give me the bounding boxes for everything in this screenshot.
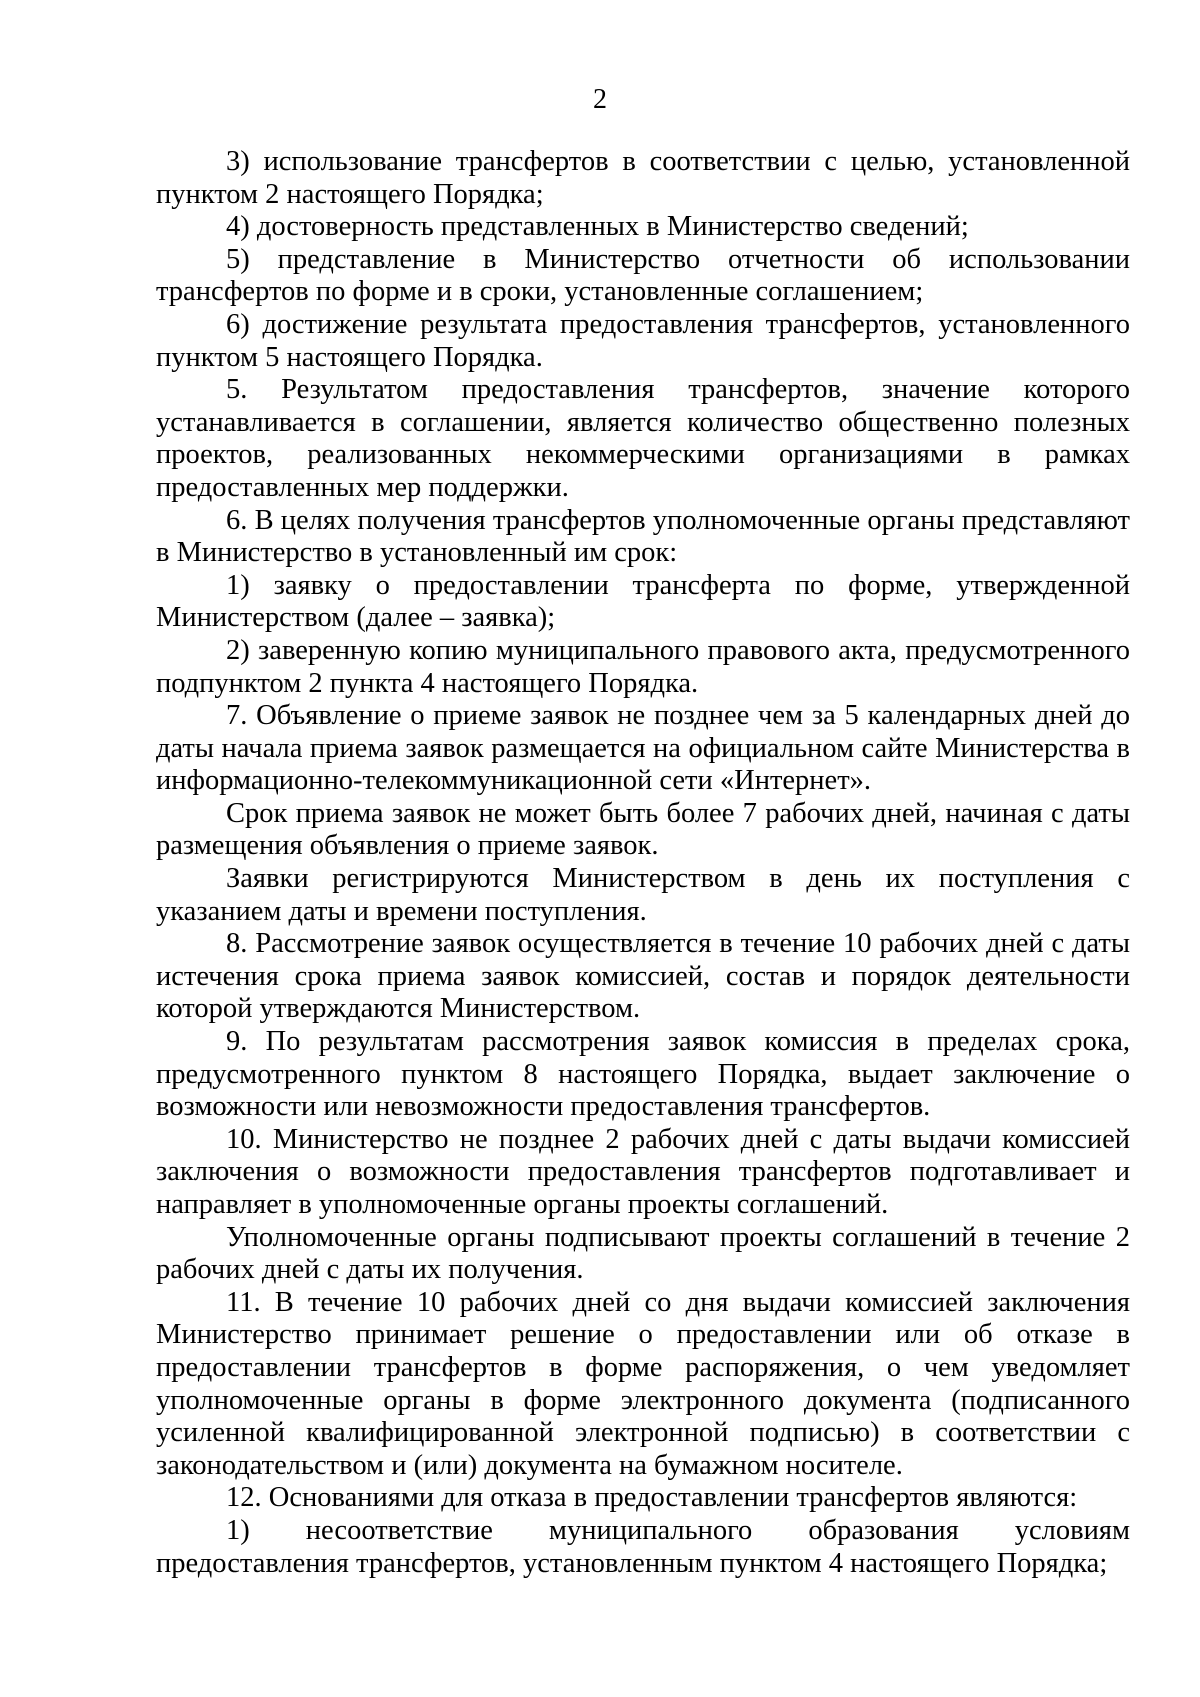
paragraph: 9. По результатам рассмотрения заявок комиссия в пределах срока, предусмотренного пунктом 8 настоящего Порядка, выдает заключение о возможности или невозможности предоставления трансфертов. <box>156 1026 1130 1123</box>
paragraph: 6. В целях получения трансфертов уполномоченные органы представляют в Министерство в установленный им срок: <box>156 504 1130 569</box>
document-body <box>156 146 1130 1580</box>
paragraph: 12. Основаниями для отказа в предоставлении трансфертов являются: <box>226 1482 1078 1514</box>
paragraph: 1) несоответствие муниципального образования условиям предоставления трансфертов, установленным пунктом 4 настоящего Порядка; <box>156 1514 1130 1579</box>
paragraph: 7. Объявление о приеме заявок не позднее чем за 5 календарных дней до даты начала приема заявок размещается на официальном сайте Министерства в информационно-телекоммуникационной сети «Интернет». <box>156 700 1130 797</box>
paragraph: Уполномоченные органы подписывают проекты соглашений в течение 2 рабочих дней с даты их получения. <box>156 1221 1130 1286</box>
paragraph: 4) достоверность представленных в Министерство сведений; <box>226 211 969 243</box>
paragraph: 6) достижение результата предоставления трансфертов, установленного пунктом 5 настоящего Порядка. <box>156 308 1130 373</box>
paragraph: Срок приема заявок не может быть более 7 рабочих дней, начиная с даты размещения объявления о приеме заявок. <box>156 797 1130 862</box>
paragraph: 5) представление в Министерство отчетности об использовании трансфертов по форме и в сроки, установленные соглашением; <box>156 243 1130 308</box>
paragraph: 10. Министерство не позднее 2 рабочих дней с даты выдачи комиссией заключения о возможности предоставления трансфертов подготавливает и направляет в уполномоченные органы проекты соглашений. <box>156 1123 1130 1220</box>
page-number: 2 <box>593 84 607 115</box>
paragraph: 11. В течение 10 рабочих дней со дня выдачи комиссией заключения Министерство принимает решение о предоставлении или об отказе в предоставлении трансфертов в форме распоряжения, о чем уведомляет уполномоченные органы в форме электронного документа (подписанного усиленной квалифицированной электронной подписью) в соответствии с законодательством и (или) документа на бумажном носителе. <box>156 1286 1130 1481</box>
paragraph: Заявки регистрируются Министерством в день их поступления с указанием даты и времени поступления. <box>156 863 1130 927</box>
paragraph: 2) заверенную копию муниципального правового акта, предусмотренного подпунктом 2 пункта 4 настоящего Порядка. <box>156 634 1130 699</box>
paragraph: 8. Рассмотрение заявок осуществляется в течение 10 рабочих дней с даты истечения срока приема заявок комиссией, состав и порядок деятельности которой утверждаются Министерством. <box>156 928 1130 1025</box>
paragraph: 3) использование трансфертов в соответствии с целью, установленной пунктом 2 настоящего Порядка; <box>156 146 1130 210</box>
paragraph: 1) заявку о предоставлении трансферта по форме, утвержденной Министерством (далее – заявка); <box>156 569 1130 634</box>
paragraph: 5. Результатом предоставления трансфертов, значение которого устанавливается в соглашении, является количество общественно полезных проектов, реализованных некоммерческими организациями в рамках предоставленных мер поддержки. <box>156 374 1130 503</box>
